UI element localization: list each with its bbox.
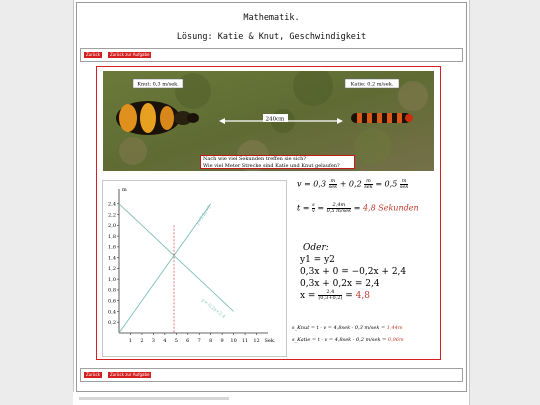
y-tick-label: 2,2 [108, 212, 116, 219]
y-tick-label: 2,4 [108, 201, 116, 208]
katie-knut-photo [103, 71, 434, 171]
page-title: Mathematik. [243, 13, 300, 23]
x-tick-label: 9 [220, 338, 224, 344]
katie-label: Katie: 0,2 m/sek. [350, 81, 394, 88]
footer-strip [73, 392, 468, 405]
x-tick-label: 8 [209, 338, 213, 344]
question-line-2: Wie viel Meter Strecke sind Katie und Knut gelaufen? [203, 162, 340, 169]
solution-panel [96, 66, 441, 360]
x-tick-label: 6 [186, 338, 190, 344]
back-button[interactable]: Zurück [86, 52, 100, 57]
y-tick-label: 1,0 [108, 276, 116, 283]
series-label: y=0,3x+0 [195, 205, 213, 227]
bottom-nav-bar [80, 368, 463, 382]
graph-panel [102, 180, 287, 357]
question-line-1: Nach wie viel Sekunden treffen sie sich? [203, 156, 307, 162]
y-tick-label: 0,8 [108, 287, 116, 294]
equation-line-1: y1 = y2 [300, 255, 335, 265]
time-equation: t = $\frac{s}{v}$ = $\frac{2,4m}{\text{0,5 m/sek}}$ = 4,8 Sekunden [297, 202, 419, 214]
series-label: y=-0,2x+2,4 [200, 298, 226, 320]
y-tick-label: 0,6 [108, 298, 116, 305]
x-tick-label: 2 [140, 338, 144, 344]
x-tick-label: 1 [128, 338, 133, 344]
equation-line-3: 0,3x + 0,2x = 2,4 [300, 279, 380, 289]
x-tick-label: 4 [163, 338, 167, 344]
y-tick-label: 1,8 [108, 233, 116, 240]
y-tick-label: 1,4 [108, 255, 116, 262]
series-line [119, 204, 234, 312]
y-axis-label: m [122, 187, 127, 193]
x-tick-label: 11 [241, 338, 249, 344]
footer-faint-text [79, 397, 229, 400]
x-tick-label: 7 [197, 338, 201, 344]
katie-distance-result: 0,96m [387, 337, 404, 343]
katie-caterpillar [351, 113, 413, 123]
page-container [73, 0, 470, 405]
x-tick-label: 3 [151, 338, 155, 344]
back-to-task-button-bottom[interactable]: Zurück zur Aufgabe [110, 372, 150, 377]
y-tick-label: 0,4 [108, 309, 116, 316]
time-result: 4,8 Sekunden [362, 203, 419, 213]
back-button-bottom[interactable]: Zurück [86, 372, 100, 377]
line-chart [103, 181, 286, 356]
oder-heading: Oder: [303, 243, 329, 253]
knut-distance-calc: s_Knut = t · v = 4,8sek · 0,3 m/sek = 1,44m [292, 325, 403, 331]
katie-distance-calc: s_Katie = t · v = 4,8sek · 0,2 m/sek = 0,96m [292, 337, 404, 343]
distance-label: 240cm [265, 116, 285, 123]
y-tick-label: 1,6 [108, 244, 116, 251]
x-axis-label: Sek. [264, 338, 276, 344]
back-to-task-button[interactable]: Zurück zur Aufgabe [110, 52, 150, 57]
x-tick-label: 5 [174, 338, 178, 344]
knut-distance-result: 1,44m [386, 325, 403, 331]
x-tick-label: 12 [253, 338, 260, 344]
y-tick-label: 0,2 [108, 320, 116, 327]
x-tick-label: 10 [230, 338, 237, 344]
x-result: 4,8 [355, 291, 370, 301]
equation-line-4: x = $\frac{2,4}{(0,3+0,2)}$ = 4,8 [300, 289, 370, 301]
knut-label: Knut: 0,3 m/sek. [137, 81, 179, 88]
y-tick-label: 1,2 [108, 266, 116, 273]
question-box [200, 155, 355, 169]
y-tick-label: 2,0 [108, 223, 116, 230]
equation-line-2: 0,3x + 0 = −0,2x + 2,4 [300, 267, 407, 277]
top-nav-bar [80, 48, 463, 62]
velocity-equation: v = 0,3 $\frac{m}{\text{sek}}$ + 0,2 $\frac{m}{\text{sek}}$ = 0,5 $\frac{m}{\text{sek}}$ [297, 178, 409, 190]
page-subtitle: Lösung: Katie & Knut, Geschwindigkeit [176, 32, 367, 42]
